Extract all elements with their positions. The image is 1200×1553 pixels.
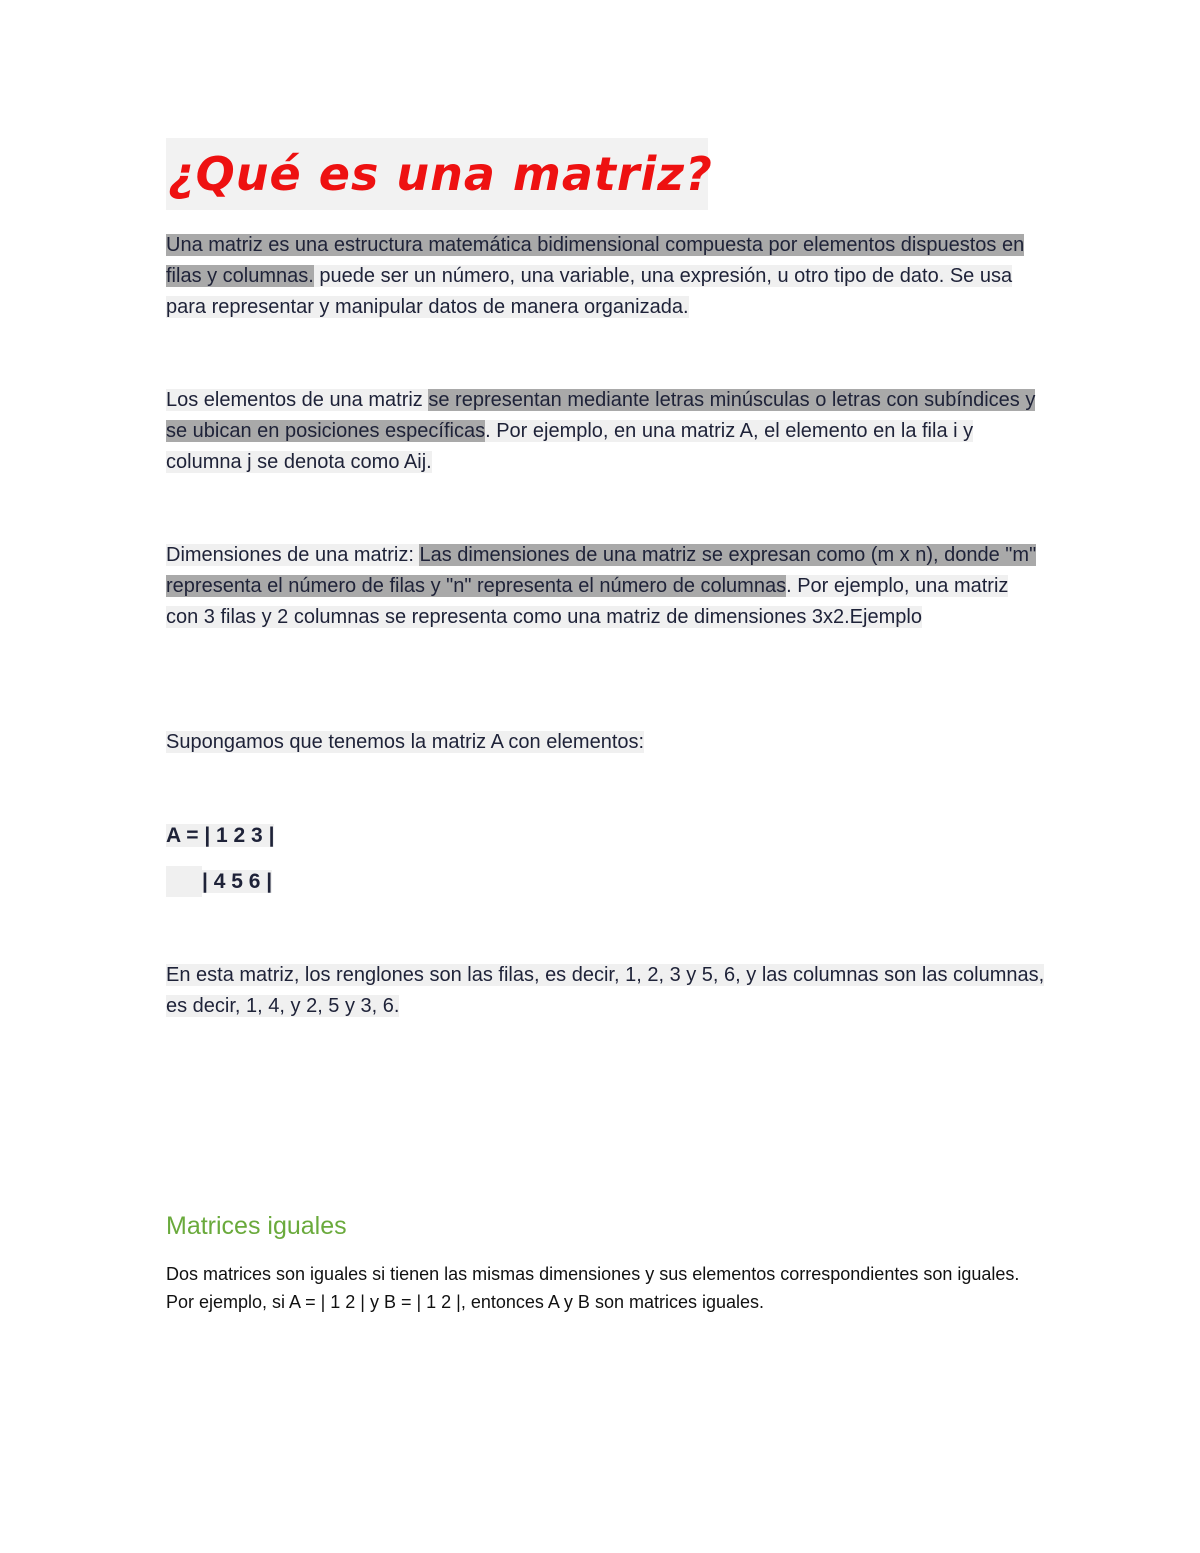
section-heading: Matrices iguales [166,1212,347,1240]
title-highlight [166,138,713,210]
paragraph-example [166,960,1046,1022]
paragraph-text: . Por ejemplo, una matriz con 3 filas y 2 columnas se representa como una matriz de dimensiones 3x2.Ejemplo [166,575,1009,628]
paragraph-text: . Por ejemplo, en una matriz A, el elemento en la fila i y columna j se denota como Aij. [166,420,974,473]
section-body: Dos matrices son iguales si tienen las mismas dimensiones y sus elementos correspondientes son iguales. Por ejemplo, si A = | 1 2 | y B = | 1 2 |, entonces A y B son matrices iguales. [166,1264,1020,1312]
paragraph-elements [166,385,1046,478]
highlighted-text: Una matriz es una estructura matemática bidimensional compuesta por elementos dispuestos en filas y columnas. [166,234,1025,287]
paragraph-text: Dimensiones de una matriz: [166,544,420,566]
paragraph-definition [166,230,1046,323]
matrix-row-1: A = | 1 2 3 | [166,824,275,847]
paragraph-text: puede ser un número, una variable, una expresión, u otro tipo de dato. Se usa para representar y manipular datos de manera organizada. [166,265,1013,318]
paragraph-text: Los elementos de una matriz [166,389,429,411]
highlighted-text: se representan mediante letras minúsculas o letras con subíndices y se ubican en posiciones específicas [166,389,1036,442]
page-title: ¿Qué es una matriz? [168,147,713,201]
highlighted-text: Las dimensiones de una matriz se expresan como (m x n), donde "m" representa el número de filas y "n" representa el número de columnas [166,544,1037,597]
matrix-row-2: | 4 5 6 | [166,866,272,897]
paragraph-text: Supongamos que tenemos la matriz A con elementos: [166,731,645,753]
paragraph-text: En esta matriz, los renglones son las filas, es decir, 1, 2, 3 y 5, 6, y las columnas son las columnas, es decir, 1, 4, y 2, 5 y 3, 6. [166,964,1045,1017]
paragraph-suppose [166,727,1046,758]
paragraph-dimensions [166,540,1046,633]
